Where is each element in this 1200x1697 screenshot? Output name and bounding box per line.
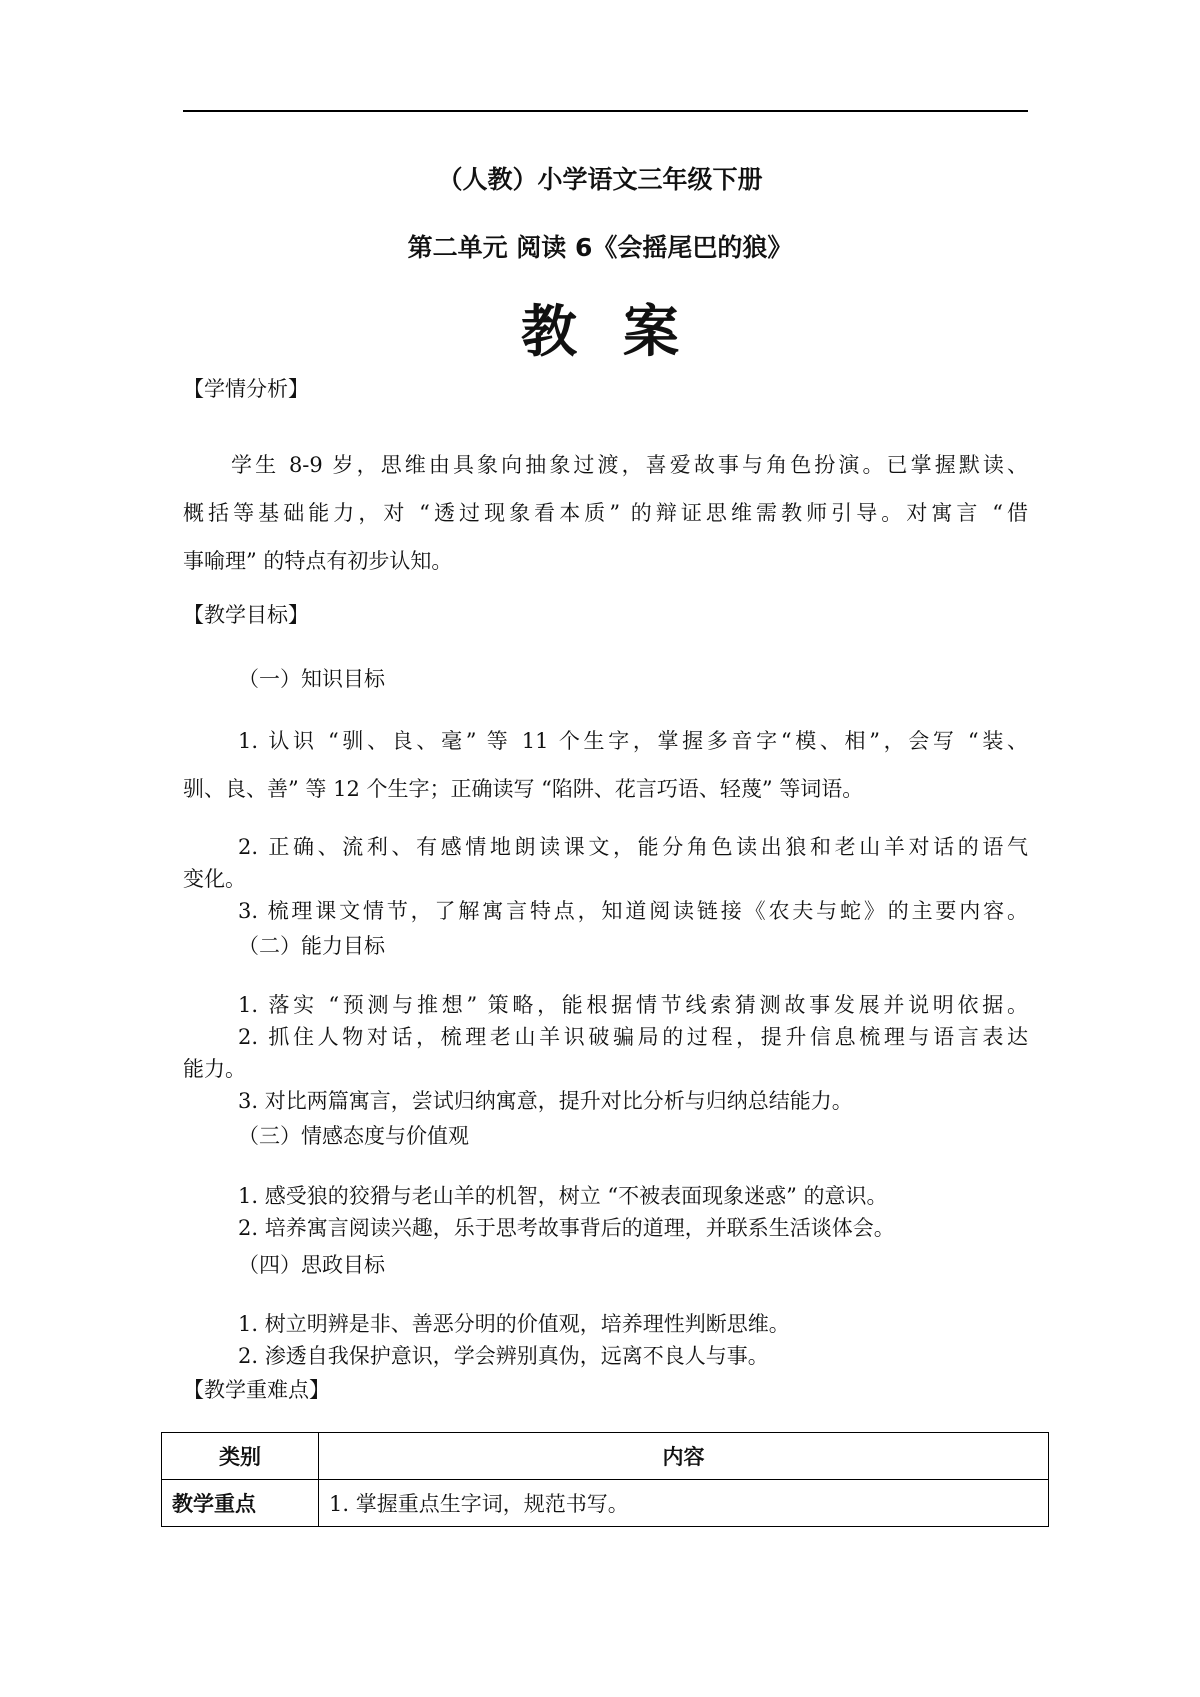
ability-line: 能力。 — [183, 1057, 246, 1081]
ability-line: 3. 对比两篇寓言，尝试归纳寓意，提升对比分析与归纳总结能力。 — [238, 1089, 853, 1113]
ideology-line: 1. 树立明辨是非、善恶分明的价值观，培养理性判断思维。 — [238, 1312, 790, 1336]
analysis-heading: 【学情分析】 — [183, 377, 309, 401]
goals-heading: 【教学目标】 — [183, 603, 309, 627]
ability-line: 2. 抓住人物对话，梳理老山羊识破骗局的过程，提升信息梳理与语言表达 — [238, 1025, 1028, 1049]
ideology-line: 2. 渗透自我保护意识，学会辨别真伪，远离不良人与事。 — [238, 1344, 769, 1368]
emotion-heading: （三）情感态度与价值观 — [238, 1124, 469, 1148]
table-row — [162, 1480, 1049, 1527]
knowledge-line: 2. 正确、流利、有感情地朗读课文，能分角色读出狼和老山羊对话的语气 — [238, 835, 1028, 859]
analysis-line: 概括等基础能力，对 “透过现象看本质” 的辩证思维需教师引导。对寓言 “借 — [183, 501, 1028, 525]
emotion-line: 1. 感受狼的狡猾与老山羊的机智，树立 “不被表面现象迷惑” 的意识。 — [238, 1184, 888, 1208]
header-rule — [183, 110, 1028, 112]
knowledge-heading: （一）知识目标 — [238, 667, 385, 691]
knowledge-line: 3. 梳理课文情节，了解寓言特点，知道阅读链接《农夫与蛇》的主要内容。 — [238, 899, 1028, 923]
table-cell-category: 教学重点 — [162, 1480, 319, 1527]
key-points-table — [161, 1432, 1049, 1527]
doc-type-title: 教案 — [521, 300, 725, 365]
course-title: （人教）小学语文三年级下册 — [437, 165, 763, 194]
ability-line: 1. 落实 “预测与推想” 策略，能根据情节线索猜测故事发展并说明依据。 — [238, 993, 1028, 1017]
knowledge-line: 驯、良、善” 等 12 个生字；正确读写 “陷阱、花言巧语、轻蔑” 等词语。 — [183, 777, 864, 801]
table-header-content: 内容 — [319, 1433, 1049, 1480]
table-header-row — [162, 1433, 1049, 1480]
table-cell-content: 1. 掌握重点生字词，规范书写。 — [319, 1480, 1049, 1527]
knowledge-line: 1. 认识 “驯、良、毫” 等 11 个生字，掌握多音字“模、相”，会写 “装、 — [238, 729, 1028, 753]
emotion-line: 2. 培养寓言阅读兴趣，乐于思考故事背后的道理，并联系生活谈体会。 — [238, 1216, 895, 1240]
analysis-line: 学生 8-9 岁，思维由具象向抽象过渡，喜爱故事与角色扮演。已掌握默读、 — [231, 453, 1028, 477]
analysis-line: 事喻理” 的特点有初步认知。 — [183, 549, 453, 573]
knowledge-line: 变化。 — [183, 867, 246, 891]
table-header-category: 类别 — [162, 1433, 319, 1480]
difficulty-heading: 【教学重难点】 — [183, 1378, 330, 1402]
ability-heading: （二）能力目标 — [238, 934, 385, 958]
ideology-heading: （四）思政目标 — [238, 1253, 385, 1277]
lesson-title: 第二单元 阅读 6《会摇尾巴的狼》 — [407, 233, 793, 262]
